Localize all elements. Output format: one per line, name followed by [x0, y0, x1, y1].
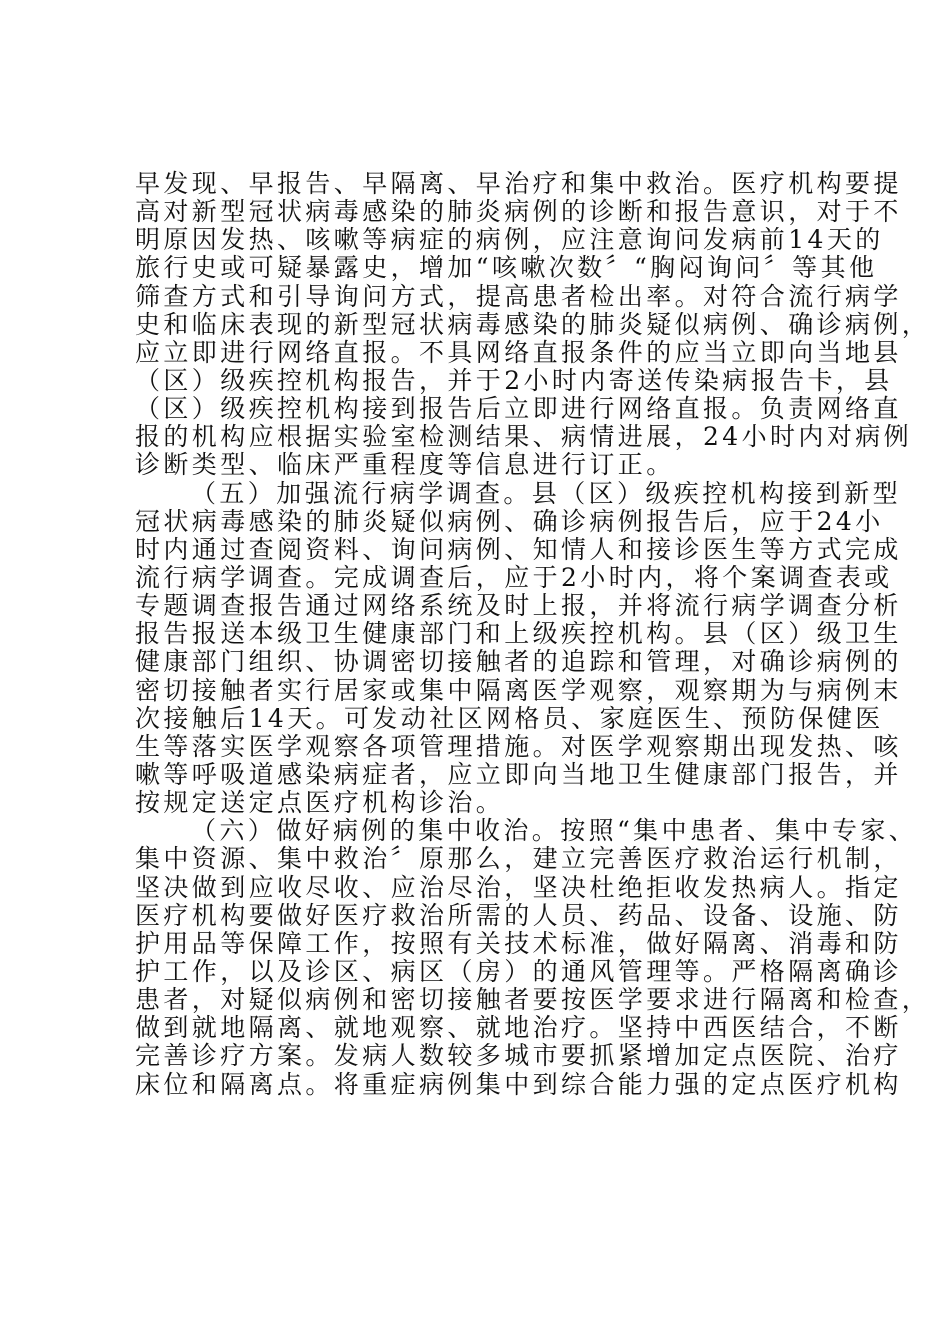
text-line: 次接触后14天。可发动社区网格员、家庭医生、预防保健医 — [135, 703, 884, 733]
text-line: 患者，对疑似病例和密切接触者要按医学要求进行隔离和检查， — [135, 985, 931, 1015]
text-line: 按规定送定点医疗机构诊治。 — [135, 788, 505, 818]
paragraph-first-line: （六）做好病例的集中收治。按照“集中患者、集中专家、 — [191, 816, 918, 846]
text-line: 集中资源、集中救治〞原那么，建立完善医疗救治运行机制， — [135, 844, 902, 874]
text-line: 生等落实医学观察各项管理措施。对医学观察期出现发热、咳 — [135, 731, 902, 761]
text-line: 时内通过查阅资料、询问病例、知情人和接诊医生等方式完成 — [135, 534, 902, 564]
text-line: 医疗机构要做好医疗救治所需的人员、药品、设备、设施、防 — [135, 900, 902, 930]
text-line: 专题调查报告通过网络系统及时上报，并将流行病学调查分析 — [135, 591, 902, 621]
text-line: 床位和隔离点。将重症病例集中到综合能力强的定点医疗机构 — [135, 1069, 902, 1099]
text-line: 报告报送本级卫生健康部门和上级疾控机构。县（区）级卫生 — [135, 619, 902, 649]
text-line: 完善诊疗方案。发病人数较多城市要抓紧增加定点医院、治疗 — [135, 1041, 902, 1071]
text-line: 旅行史或可疑暴露史，增加“咳嗽次数〞“胸闷询问〞等其他 — [135, 253, 878, 283]
text-line: 流行病学调查。完成调查后，应于2小时内，将个案调查表或 — [135, 562, 893, 592]
text-line: 做到就地隔离、就地观察、就地治疗。坚持中西医结合，不断 — [135, 1013, 902, 1043]
text-line: 筛查方式和引导询问方式，提高患者检出率。对符合流行病学 — [135, 281, 902, 311]
text-line: 高对新型冠状病毒感染的肺炎病例的诊断和报告意识，对于不 — [135, 197, 902, 227]
text-line: 明原因发热、咳嗽等病症的病例，应注意询问发病前14天的 — [135, 225, 884, 255]
text-line: 坚决做到应收尽收、应治尽治，坚决杜绝拒收发热病人。指定 — [135, 872, 902, 902]
text-line: 护工作，以及诊区、病区（房）的通风管理等。严格隔离确诊 — [135, 956, 902, 986]
text-line: 史和临床表现的新型冠状病毒感染的肺炎疑似病例、确诊病例， — [135, 309, 931, 339]
paragraph-first-line: （五）加强流行病学调查。县（区）级疾控机构接到新型 — [191, 478, 902, 508]
text-line: （区）级疾控机构报告，并于2小时内寄送传染病报告卡，县 — [135, 365, 893, 395]
text-line: 冠状病毒感染的肺炎疑似病例、确诊病例报告后，应于24小 — [135, 506, 884, 536]
text-line: 密切接触者实行居家或集中隔离医学观察，观察期为与病例末 — [135, 675, 902, 705]
text-line: 诊断类型、临床严重程度等信息进行订正。 — [135, 450, 675, 480]
text-line: 嗽等呼吸道感染病症者，应立即向当地卫生健康部门报告，并 — [135, 759, 902, 789]
text-line: 早发现、早报告、早隔离、早治疗和集中救治。医疗机构要提 — [135, 169, 902, 198]
text-line: 应立即进行网络直报。不具网络直报条件的应当立即向当地县 — [135, 337, 902, 367]
text-line: （区）级疾控机构接到报告后立即进行网络直报。负责网络直 — [135, 394, 902, 424]
text-line: 健康部门组织、协调密切接触者的追踪和管理，对确诊病例的 — [135, 647, 902, 677]
document-body — [135, 169, 931, 1099]
text-line: 护用品等保障工作，按照有关技术标准，做好隔离、消毒和防 — [135, 928, 902, 958]
text-line: 报的机构应根据实验室检测结果、病情进展，24小时内对病例 — [135, 422, 913, 452]
